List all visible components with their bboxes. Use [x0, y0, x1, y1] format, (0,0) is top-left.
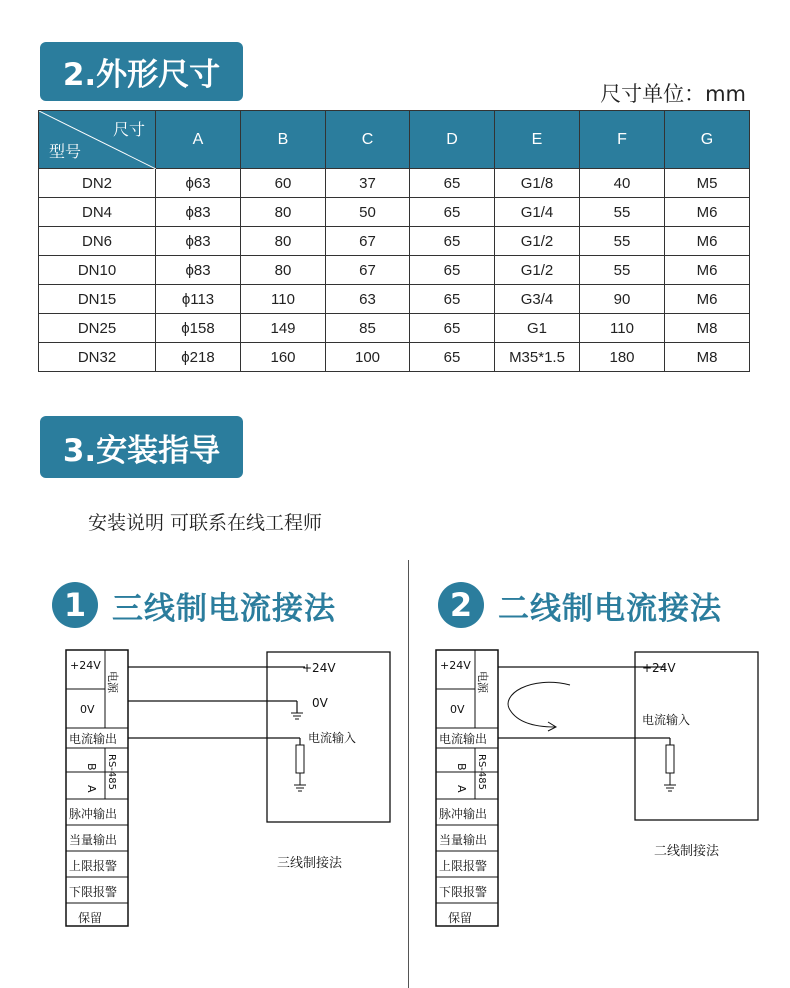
box-label: +24V	[302, 661, 336, 675]
terminal-label: B	[455, 763, 468, 771]
table-cell: ϕ83	[156, 227, 241, 256]
model-cell: DN6	[39, 227, 156, 256]
ground-icon	[664, 785, 676, 791]
column-divider	[408, 560, 409, 988]
column-header: E	[495, 111, 580, 169]
section-title-dimensions: 2.外形尺寸	[40, 42, 243, 101]
table-cell: G3/4	[495, 285, 580, 314]
table-cell: 110	[241, 285, 326, 314]
power-label: 电源	[106, 671, 119, 693]
column-header: G	[665, 111, 750, 169]
corner-label-model: 型号	[49, 144, 82, 161]
table-cell: 180	[580, 343, 665, 372]
table-cell: G1/2	[495, 256, 580, 285]
table-cell: G1	[495, 314, 580, 343]
terminal-label: 下限报警	[439, 885, 488, 899]
table-cell: 63	[326, 285, 410, 314]
table-cell: 80	[241, 256, 326, 285]
column-header: D	[410, 111, 495, 169]
ground-icon	[291, 713, 303, 719]
dimensions-table	[38, 110, 750, 372]
model-cell: DN2	[39, 169, 156, 198]
wires	[128, 667, 305, 745]
table-row	[39, 198, 750, 227]
terminal-label: 电流输出	[69, 732, 118, 746]
terminal-label: +24V	[70, 659, 101, 672]
table-cell: 65	[410, 343, 495, 372]
model-cell: DN4	[39, 198, 156, 227]
receiver-box	[267, 652, 390, 822]
power-label: 电源	[476, 671, 489, 693]
number-badge-icon: 2	[438, 582, 484, 628]
diagram-heading-three-wire	[52, 582, 336, 628]
table-cell: 55	[580, 227, 665, 256]
diagram-title: 三线制电流接法	[112, 590, 336, 627]
table-cell: 65	[410, 314, 495, 343]
resistor-icon	[296, 745, 304, 785]
table-cell: 55	[580, 256, 665, 285]
terminal-label: 当量输出	[439, 833, 488, 847]
terminal-label: 上限报警	[439, 859, 488, 873]
loop-arrow-icon	[508, 682, 570, 727]
box-label: 电流输入	[642, 713, 691, 727]
terminal-label: 电流输出	[439, 732, 488, 746]
number-badge-icon: 1	[52, 582, 98, 628]
model-cell: DN15	[39, 285, 156, 314]
table-row	[39, 314, 750, 343]
terminal-label: 保留	[78, 911, 103, 925]
box-label: 电流输入	[308, 731, 357, 745]
terminal-label: 下限报警	[69, 885, 118, 899]
table-cell: 100	[326, 343, 410, 372]
table-cell: 37	[326, 169, 410, 198]
table-cell: 85	[326, 314, 410, 343]
receiver-box	[635, 652, 758, 820]
terminal-label: A	[85, 785, 98, 793]
table-cell: 80	[241, 198, 326, 227]
table-cell: 80	[241, 227, 326, 256]
table-row	[39, 227, 750, 256]
table-cell: ϕ63	[156, 169, 241, 198]
table-cell: 50	[326, 198, 410, 227]
column-header: B	[241, 111, 326, 169]
wires	[498, 667, 670, 745]
box-label: 0V	[312, 696, 328, 710]
table-cell: M8	[665, 314, 750, 343]
table-header-row	[39, 111, 750, 169]
diagram-heading-two-wire	[438, 582, 722, 628]
ground-icon	[294, 785, 306, 791]
table-cell: ϕ83	[156, 256, 241, 285]
table-cell: G1/4	[495, 198, 580, 227]
model-cell: DN25	[39, 314, 156, 343]
table-cell: 40	[580, 169, 665, 198]
table-cell: G1/2	[495, 227, 580, 256]
table-corner-cell	[39, 111, 156, 169]
table-cell: ϕ83	[156, 198, 241, 227]
resistor-icon	[666, 745, 674, 785]
table-cell: 65	[410, 198, 495, 227]
column-header: C	[326, 111, 410, 169]
diagram-caption: 二线制接法	[654, 844, 720, 859]
table-cell: M6	[665, 227, 750, 256]
table-cell: 65	[410, 285, 495, 314]
table-cell: M8	[665, 343, 750, 372]
table-cell: 90	[580, 285, 665, 314]
box-label: +24V	[642, 661, 676, 675]
table-cell: 67	[326, 256, 410, 285]
table-cell: M5	[665, 169, 750, 198]
table-cell: ϕ158	[156, 314, 241, 343]
table-cell: 160	[241, 343, 326, 372]
table-cell: M6	[665, 198, 750, 227]
terminal-label: 脉冲输出	[439, 807, 488, 821]
terminal-label: 0V	[80, 703, 95, 716]
table-cell: 110	[580, 314, 665, 343]
table-cell: 60	[241, 169, 326, 198]
terminal-label: 脉冲输出	[69, 807, 118, 821]
table-cell: M6	[665, 256, 750, 285]
unit-label: 尺寸单位：mm	[600, 82, 746, 106]
table-cell: ϕ113	[156, 285, 241, 314]
column-header: F	[580, 111, 665, 169]
terminal-label: 当量输出	[69, 833, 118, 847]
column-header: A	[156, 111, 241, 169]
rs485-label: RS-485	[106, 754, 117, 790]
table-cell: 67	[326, 227, 410, 256]
table-cell: 65	[410, 256, 495, 285]
model-cell: DN10	[39, 256, 156, 285]
table-cell: M35*1.5	[495, 343, 580, 372]
table-row	[39, 256, 750, 285]
wiring-diagram-two-wire	[430, 645, 770, 935]
table-row	[39, 169, 750, 198]
table-cell: ϕ218	[156, 343, 241, 372]
table-cell: 65	[410, 169, 495, 198]
table-cell: 65	[410, 227, 495, 256]
diagram-title: 二线制电流接法	[498, 590, 722, 627]
terminal-label: A	[455, 785, 468, 793]
rs485-label: RS-485	[476, 754, 487, 790]
table-cell: M6	[665, 285, 750, 314]
terminal-block	[66, 650, 128, 926]
install-note: 安装说明 可联系在线工程师	[88, 512, 323, 534]
terminal-label: 上限报警	[69, 859, 118, 873]
table-cell: 149	[241, 314, 326, 343]
terminal-label: B	[85, 763, 98, 771]
table-cell: G1/8	[495, 169, 580, 198]
terminal-label: +24V	[440, 659, 471, 672]
table-row	[39, 285, 750, 314]
model-cell: DN32	[39, 343, 156, 372]
terminal-block	[436, 650, 498, 926]
diagram-caption: 三线制接法	[277, 856, 343, 871]
wiring-diagram-three-wire	[60, 645, 400, 935]
section-title-installation: 3.安装指导	[40, 416, 243, 478]
terminal-label: 0V	[450, 703, 465, 716]
table-cell: 55	[580, 198, 665, 227]
terminal-label: 保留	[448, 911, 473, 925]
table-row	[39, 343, 750, 372]
corner-label-size: 尺寸	[112, 122, 145, 139]
